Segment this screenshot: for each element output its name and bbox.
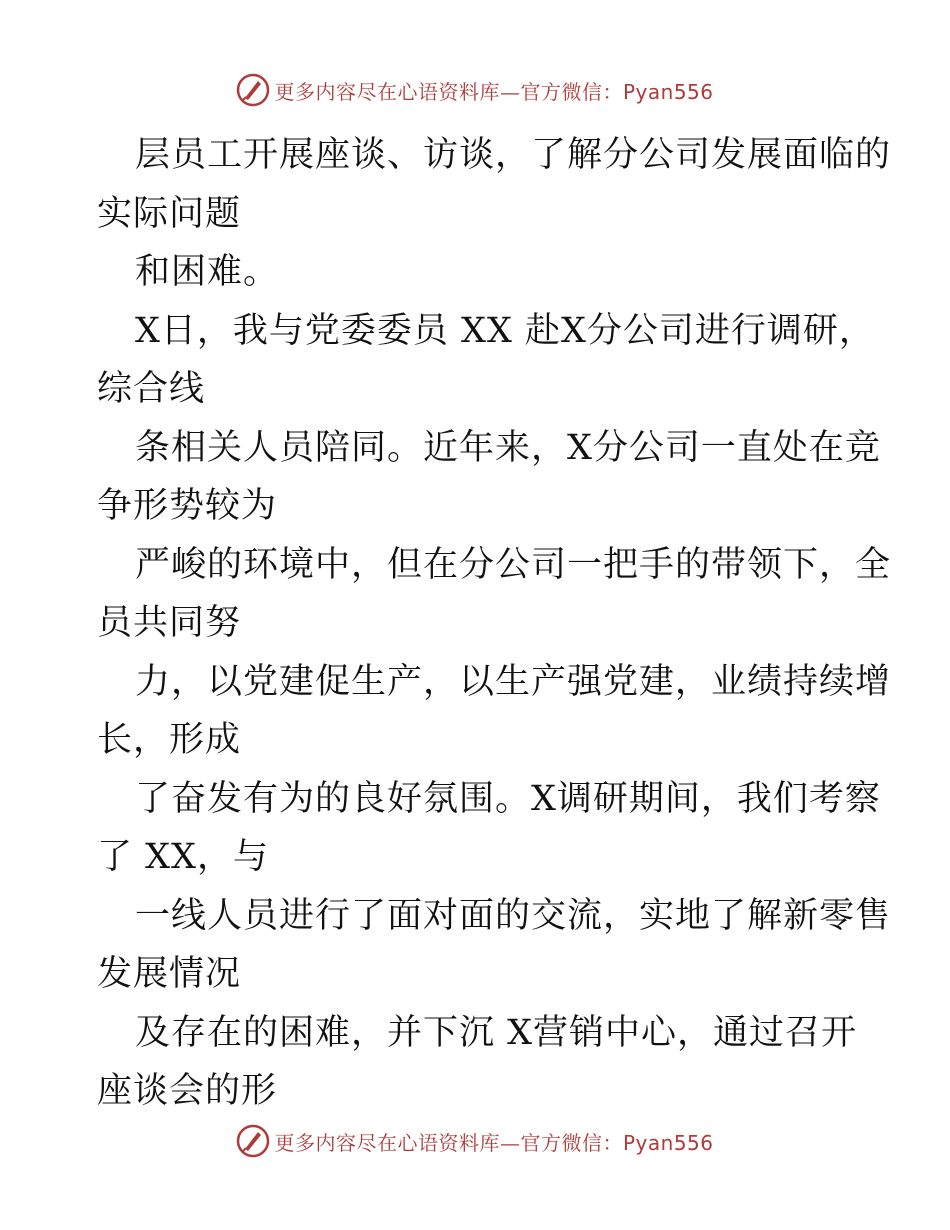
- footer-banner-text: 更多内容尽在心语资料库—官方微信：Pyan556: [274, 1130, 714, 1155]
- document-body: [97, 126, 892, 1121]
- footer-wechat-id: Pyan556: [622, 1130, 714, 1155]
- text-line: 严峻的环境中，但在分公司一把手的带领下，全: [135, 544, 892, 585]
- footer-banner: [0, 1121, 950, 1161]
- text-line: X日，我与党委委员 XX 赴X分公司进行调研，: [135, 310, 875, 351]
- quill-logo-icon: [236, 1124, 270, 1158]
- text-line: 综合线: [97, 369, 206, 409]
- quill-logo-icon: [236, 73, 270, 107]
- text-line: 层员工开展座谈、访谈，了解分公司发展面临的: [135, 135, 892, 175]
- text-line: 力，以党建促生产，以生产强党建，业绩持续增: [135, 661, 892, 702]
- text-line: 了奋发有为的良好氛围。X调研期间，我们考察: [135, 778, 881, 819]
- text-line: 发展情况: [97, 954, 242, 994]
- text-line: 座谈会的形: [97, 1071, 278, 1111]
- text-line: 了 XX，与: [97, 837, 269, 877]
- text-line: 一线人员进行了面对面的交流，实地了解新零售: [135, 895, 892, 936]
- text-line: 争形势较为: [97, 486, 278, 526]
- text-line: 及存在的困难，并下沉 X营销中心，通过召开: [135, 1012, 858, 1053]
- text-line: 实际问题: [97, 193, 242, 234]
- header-wechat-id: Pyan556: [622, 79, 714, 104]
- text-line: 员共同努: [97, 603, 242, 643]
- text-line: 长，形成: [97, 720, 242, 760]
- text-line: 条相关人员陪同。近年来，X分公司一直处在竞: [135, 427, 881, 468]
- header-banner-text: 更多内容尽在心语资料库—官方微信：Pyan556: [274, 79, 714, 104]
- header-banner: [0, 70, 950, 110]
- text-line: 和困难。: [135, 252, 280, 292]
